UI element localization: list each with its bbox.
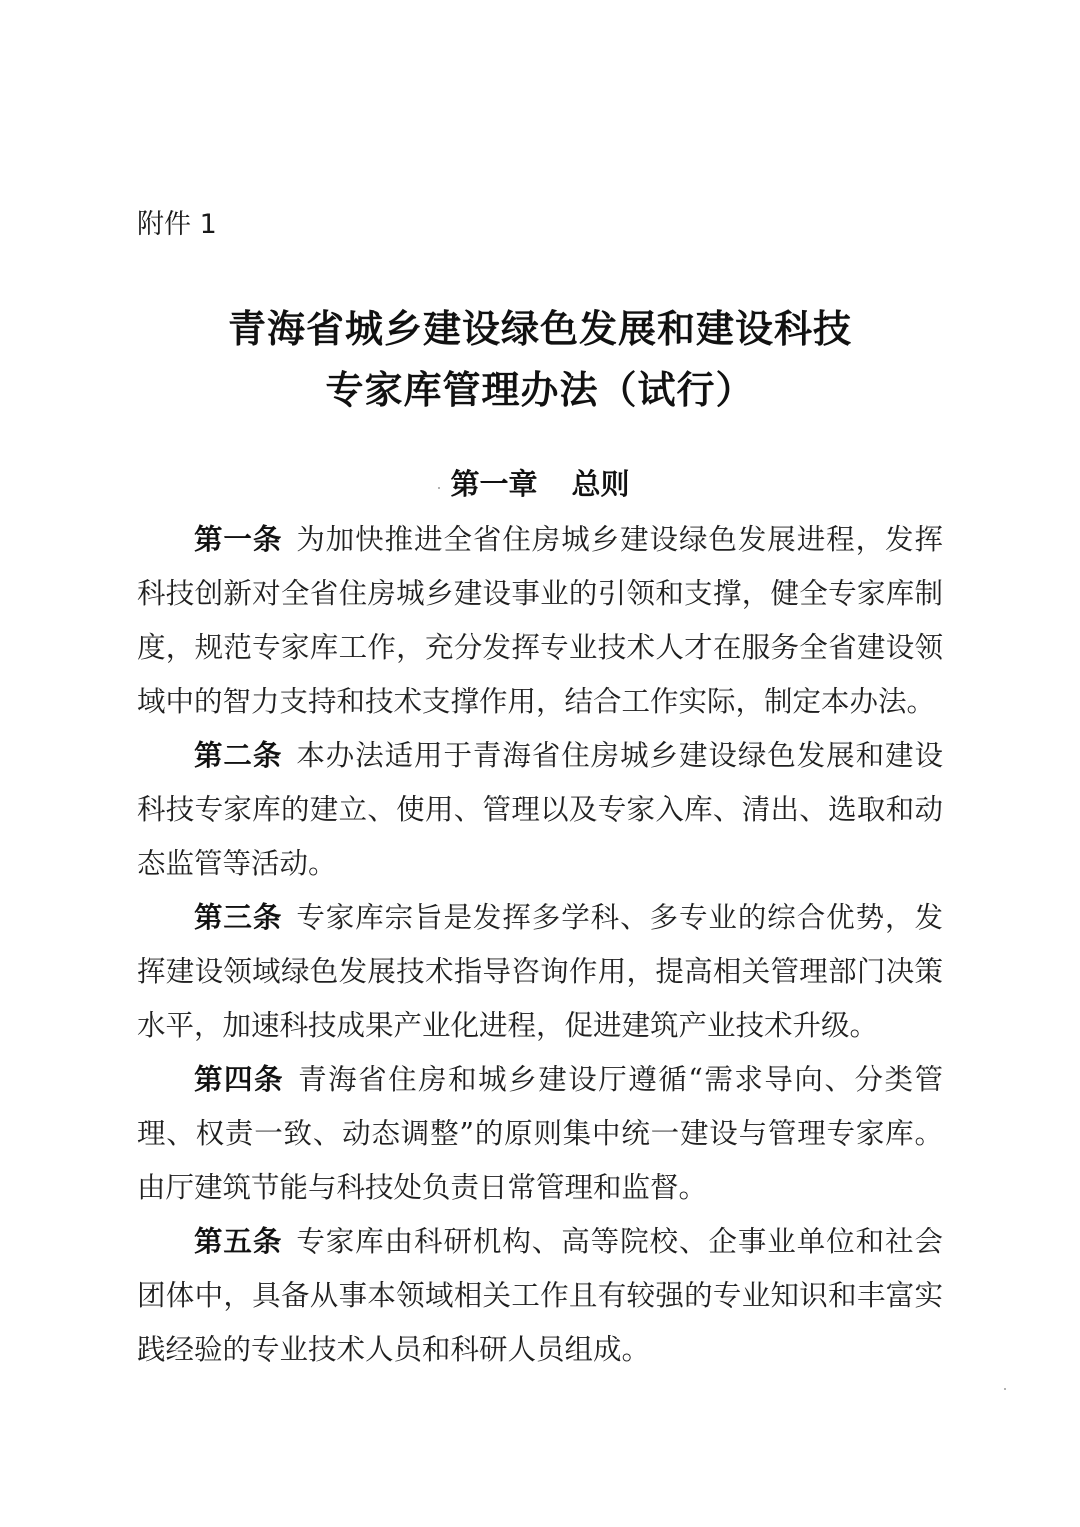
article-text-line: 专家库宗旨是发挥多学科、多专业的综合优势，发 bbox=[296, 901, 943, 934]
article-text-line: 理、权责一致、动态调整”的原则集中统一建设与管理专家库。 bbox=[137, 1117, 943, 1150]
article-4 bbox=[137, 1053, 943, 1215]
article-text-line: 团体中，具备从事本领域相关工作且有较强的专业知识和丰富实 bbox=[137, 1279, 943, 1312]
article-text-line: 由厅建筑节能与科技处负责日常管理和监督。 bbox=[137, 1171, 708, 1204]
article-text-line: 态监管等活动。 bbox=[137, 847, 337, 880]
chapter-name: 总则 bbox=[571, 467, 630, 501]
article-text-line: 水平，加速科技成果产业化进程，促进建筑产业技术升级。 bbox=[137, 1009, 879, 1042]
article-text-line: 挥建设领域绿色发展技术指导咨询作用，提高相关管理部门决策 bbox=[137, 955, 943, 988]
article-text-line: 科技创新对全省住房城乡建设事业的引领和支撑，健全专家库制 bbox=[137, 577, 943, 610]
scan-speck bbox=[438, 487, 440, 489]
document-title-line-2: 专家库管理办法（试行） bbox=[325, 367, 755, 412]
document-title bbox=[120, 298, 960, 420]
article-number: 第三条 bbox=[194, 901, 283, 934]
article-2 bbox=[137, 729, 943, 891]
article-number: 第一条 bbox=[194, 523, 283, 556]
document-title-line-1: 青海省城乡建设绿色发展和建设科技 bbox=[227, 306, 852, 351]
scan-speck bbox=[1004, 1388, 1006, 1390]
article-number: 第四条 bbox=[194, 1063, 285, 1096]
article-number: 第五条 bbox=[194, 1225, 283, 1258]
attachment-label: 附件 1 bbox=[137, 209, 217, 240]
article-1 bbox=[137, 513, 943, 729]
article-text-line: 青海省住房和城乡建设厅遵循“需求导向、分类管 bbox=[298, 1063, 943, 1096]
article-text-line: 为加快推进全省住房城乡建设绿色发展进程，发挥 bbox=[296, 523, 943, 556]
article-text-line: 专家库由科研机构、高等院校、企事业单位和社会 bbox=[296, 1225, 943, 1258]
article-5 bbox=[137, 1215, 943, 1377]
article-text-line: 域中的智力支持和技术支撑作用，结合工作实际，制定本办法。 bbox=[137, 685, 936, 718]
chapter-heading bbox=[0, 462, 1080, 506]
article-text-line: 度，规范专家库工作，充分发挥专业技术人才在服务全省建设领 bbox=[137, 631, 943, 664]
article-text-line: 科技专家库的建立、使用、管理以及专家入库、清出、选取和动 bbox=[137, 793, 943, 826]
article-number: 第二条 bbox=[194, 739, 283, 772]
chapter-number: 第一章 bbox=[450, 467, 538, 501]
article-text-line: 本办法适用于青海省住房城乡建设绿色发展和建设 bbox=[296, 739, 943, 772]
article-text-line: 践经验的专业技术人员和科研人员组成。 bbox=[137, 1333, 651, 1366]
article-3 bbox=[137, 891, 943, 1053]
document-body bbox=[137, 513, 943, 1377]
